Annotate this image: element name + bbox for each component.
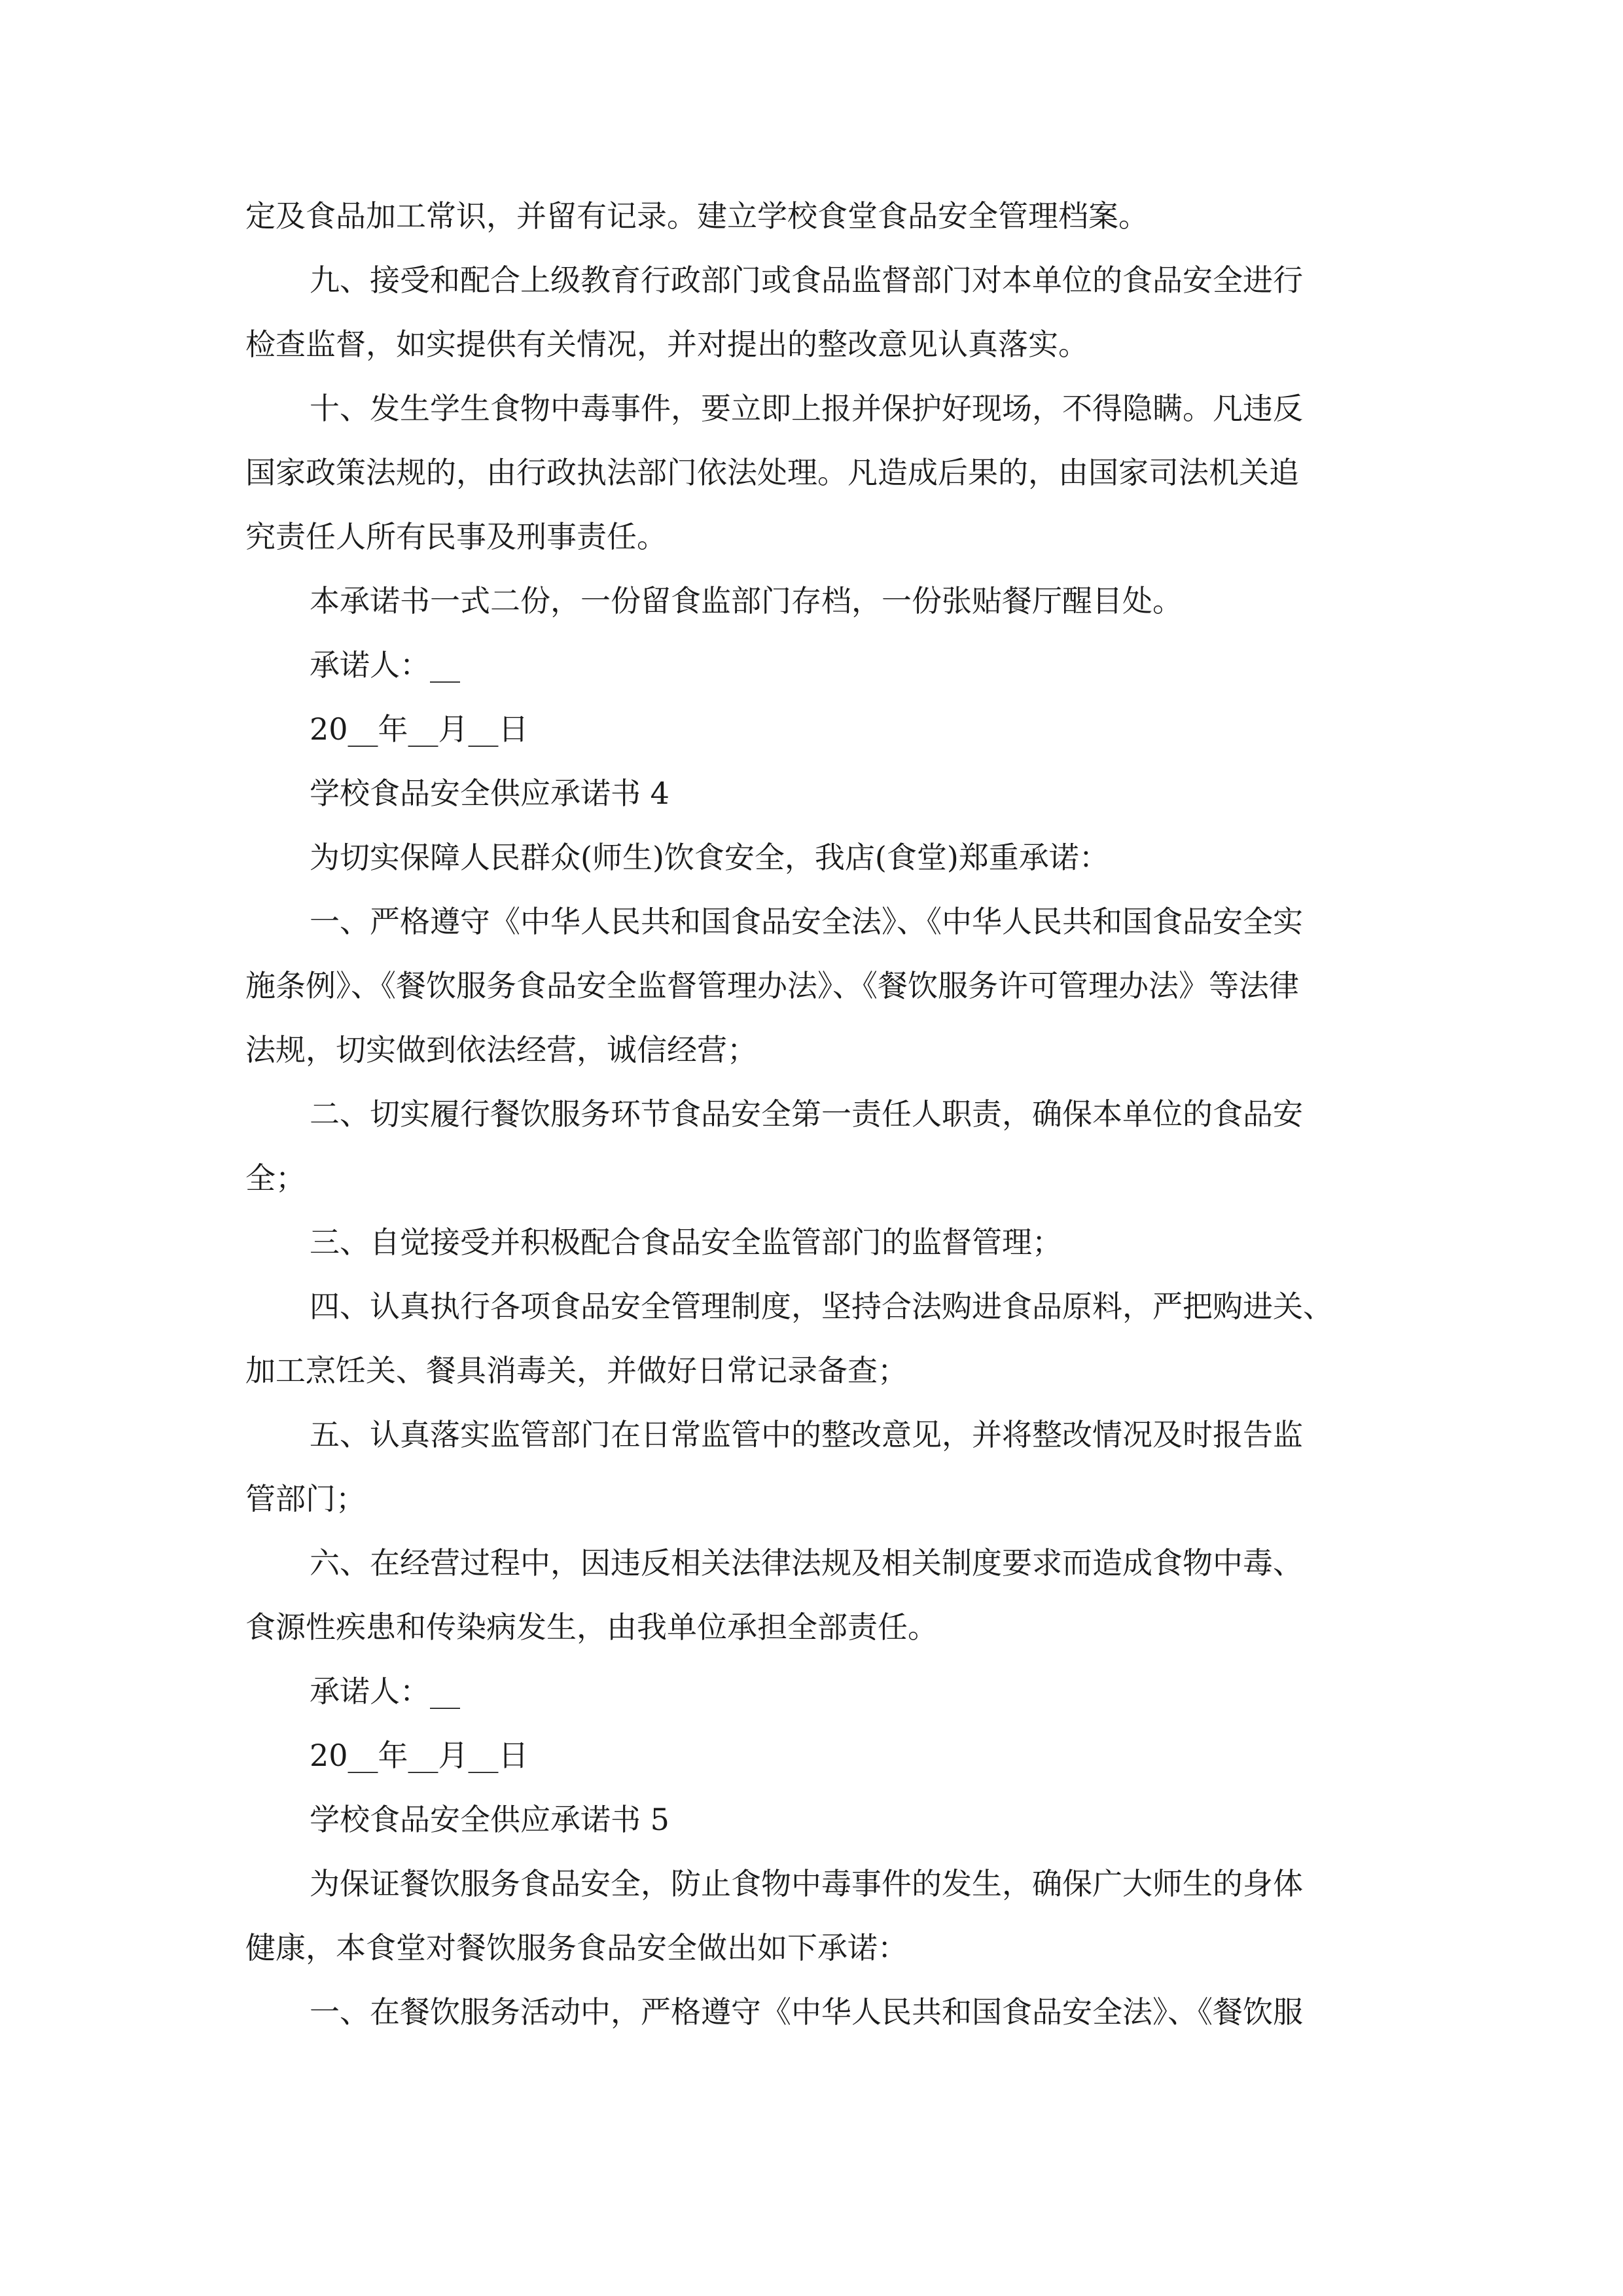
signature-line: 承诺人：__ — [310, 647, 460, 683]
date-line: 20__年__月__日 — [310, 711, 529, 747]
body-line: 五、认真落实监管部门在日常监管中的整改意见，并将整改情况及时报告监 — [310, 1417, 1303, 1452]
section-title: 学校食品安全供应承诺书 5 — [310, 1802, 669, 1837]
body-line: 十、发生学生食物中毒事件，要立即上报并保护好现场，不得隐瞒。凡违反 — [310, 391, 1303, 426]
body-line: 一、严格遵守《中华人民共和国食品安全法》、《中华人民共和国食品安全实 — [310, 904, 1303, 939]
section-title: 学校食品安全供应承诺书 4 — [310, 776, 669, 811]
body-line: 为保证餐饮服务食品安全，防止食物中毒事件的发生，确保广大师生的身体 — [310, 1866, 1303, 1901]
body-line: 四、认真执行各项食品安全管理制度，坚持合法购进食品原料，严把购进关、 — [310, 1289, 1333, 1324]
body-line: 食源性疾患和传染病发生，由我单位承担全部责任。 — [245, 1609, 938, 1645]
body-line: 管部门； — [245, 1481, 366, 1516]
body-line: 健康，本食堂对餐饮服务食品安全做出如下承诺： — [245, 1930, 908, 1965]
signature-line: 承诺人：__ — [310, 1674, 460, 1709]
body-line: 为切实保障人民群众(师生)饮食安全，我店(食堂)郑重承诺： — [310, 840, 1109, 875]
body-line: 加工烹饪关、餐具消毒关，并做好日常记录备查； — [245, 1353, 908, 1388]
body-line: 国家政策法规的，由行政执法部门依法处理。凡造成后果的，由国家司法机关追 — [245, 455, 1299, 490]
body-line: 三、自觉接受并积极配合食品安全监管部门的监督管理； — [310, 1225, 1062, 1260]
body-line: 九、接受和配合上级教育行政部门或食品监督部门对本单位的食品安全进行 — [310, 262, 1303, 298]
body-line: 二、切实履行餐饮服务环节食品安全第一责任人职责，确保本单位的食品安 — [310, 1096, 1303, 1132]
body-line: 全； — [245, 1160, 306, 1196]
body-line: 法规，切实做到依法经营，诚信经营； — [245, 1032, 757, 1067]
body-line: 检查监督，如实提供有关情况，并对提出的整改意见认真落实。 — [245, 327, 1088, 362]
body-line: 六、在经营过程中，因违反相关法律法规及相关制度要求而造成食物中毒、 — [310, 1545, 1303, 1581]
body-line: 本承诺书一式二份，一份留食监部门存档，一份张贴餐厅醒目处。 — [310, 583, 1183, 619]
date-line: 20__年__月__日 — [310, 1738, 529, 1773]
body-line: 一、在餐饮服务活动中，严格遵守《中华人民共和国食品安全法》、《餐饮服 — [310, 1994, 1303, 2030]
body-line: 施条例》、《餐饮服务食品安全监督管理办法》、《餐饮服务许可管理办法》等法律 — [245, 968, 1299, 1003]
body-line: 究责任人所有民事及刑事责任。 — [245, 519, 667, 554]
body-line: 定及食品加工常识，并留有记录。建立学校食堂食品安全管理档案。 — [245, 198, 1149, 234]
